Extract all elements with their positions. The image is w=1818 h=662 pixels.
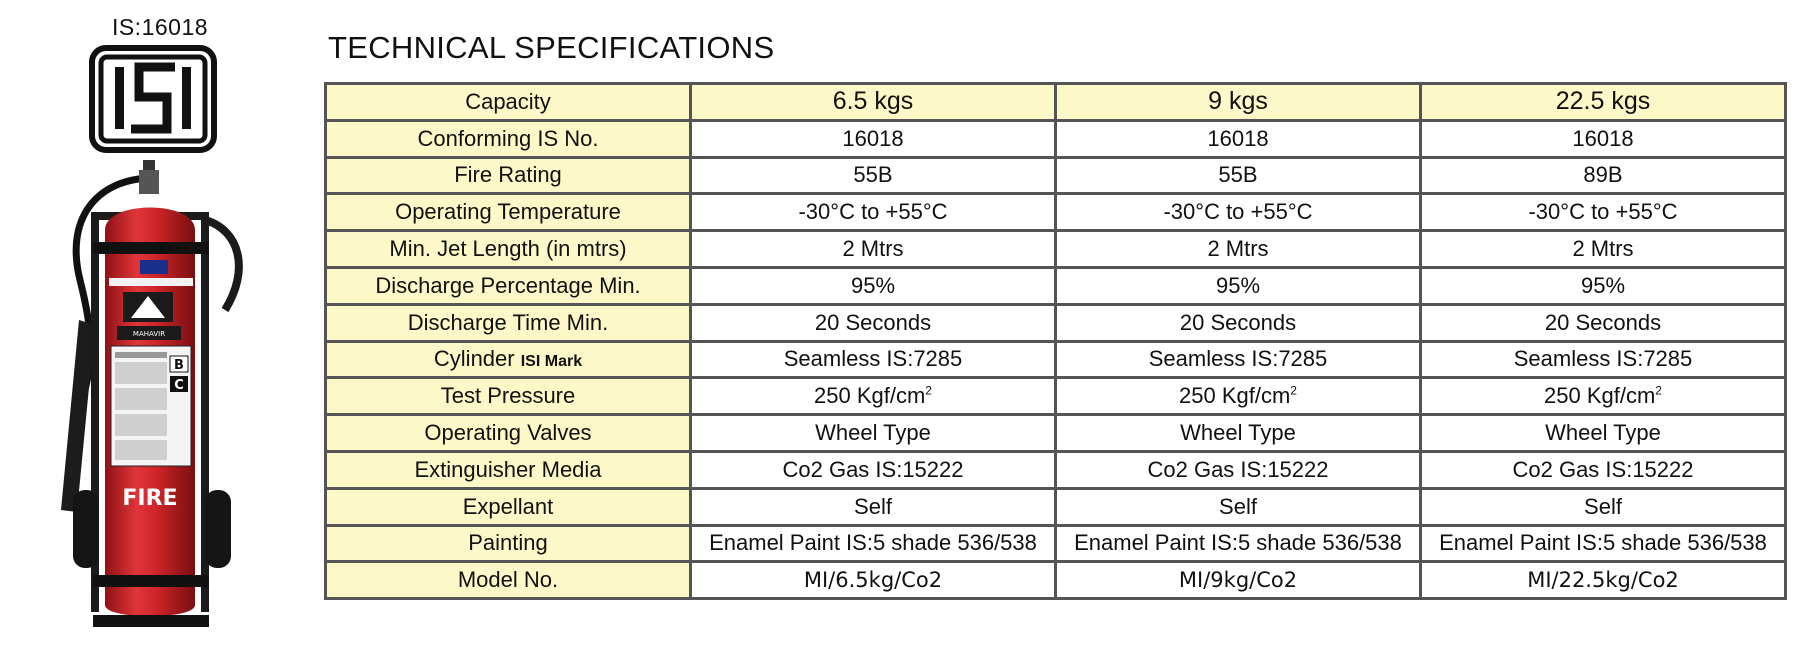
- row-value: 89B: [1421, 157, 1786, 194]
- row-value: 95%: [691, 267, 1056, 304]
- row-value: 16018: [1056, 120, 1421, 157]
- page-title: TECHNICAL SPECIFICATIONS: [328, 30, 775, 65]
- row-value: Wheel Type: [1056, 415, 1421, 452]
- class-c-label: C: [174, 378, 184, 393]
- row-label: Test Pressure: [326, 378, 691, 415]
- table-row: [326, 194, 1786, 231]
- standard-code: IS:16018: [111, 14, 209, 40]
- row-label: Model No.: [326, 562, 691, 599]
- table-row: [326, 341, 1786, 378]
- row-value: Seamless IS:7285: [691, 341, 1056, 378]
- row-label: Capacity: [326, 84, 691, 121]
- table-row: [326, 120, 1786, 157]
- capacity-6-5: 6.5 kgs: [691, 84, 1056, 121]
- fire-label: FIRE: [122, 486, 178, 511]
- row-value: Co2 Gas IS:15222: [691, 451, 1056, 488]
- row-value: -30°C to +55°C: [1421, 194, 1786, 231]
- row-value: 2 Mtrs: [1421, 231, 1786, 268]
- row-label: Operating Valves: [326, 415, 691, 452]
- row-label: Operating Temperature: [326, 194, 691, 231]
- row-value: 55B: [691, 157, 1056, 194]
- class-b-label: B: [174, 358, 184, 373]
- table-row: [326, 267, 1786, 304]
- row-label: Painting: [326, 525, 691, 562]
- row-value: Co2 Gas IS:15222: [1421, 451, 1786, 488]
- row-value: Enamel Paint IS:5 shade 536/538: [1056, 525, 1421, 562]
- row-value: Wheel Type: [691, 415, 1056, 452]
- table-row: [326, 562, 1786, 599]
- row-value: 16018: [1421, 120, 1786, 157]
- row-value: Enamel Paint IS:5 shade 536/538: [691, 525, 1056, 562]
- table-row: [326, 415, 1786, 452]
- row-value: Seamless IS:7285: [1421, 341, 1786, 378]
- unit-superscript: 2: [925, 383, 932, 398]
- row-label: Min. Jet Length (in mtrs): [326, 231, 691, 268]
- row-value: MI/9kg/Co2: [1056, 562, 1421, 599]
- row-value: Enamel Paint IS:5 shade 536/538: [1421, 525, 1786, 562]
- row-value: Seamless IS:7285: [1056, 341, 1421, 378]
- row-value: 95%: [1056, 267, 1421, 304]
- row-label: Cylinder ISI Mark: [326, 341, 691, 378]
- row-value: -30°C to +55°C: [691, 194, 1056, 231]
- row-value: 20 Seconds: [691, 304, 1056, 341]
- capacity-22-5: 22.5 kgs: [1421, 84, 1786, 121]
- table-row: [326, 157, 1786, 194]
- row-value: 55B: [1056, 157, 1421, 194]
- unit-superscript: 2: [1655, 383, 1662, 398]
- row-value: 250 Kgf/$cm^2$: [1056, 378, 1421, 415]
- row-value: Self: [691, 488, 1056, 525]
- row-value: Self: [1421, 488, 1786, 525]
- row-value: 16018: [691, 120, 1056, 157]
- row-label: Discharge Time Min.: [326, 304, 691, 341]
- table-row: [326, 231, 1786, 268]
- row-label: Discharge Percentage Min.: [326, 267, 691, 304]
- spec-table: [324, 82, 1787, 600]
- row-value: Self: [1056, 488, 1421, 525]
- row-value: 250 Kgf/$cm^2$: [1421, 378, 1786, 415]
- brand-label: MAHAVIR: [132, 330, 166, 338]
- capacity-9: 9 kgs: [1056, 84, 1421, 121]
- unit-superscript: 2: [1290, 383, 1297, 398]
- row-value: MI/6.5kg/Co2: [691, 562, 1056, 599]
- table-row: [326, 451, 1786, 488]
- row-value: Wheel Type: [1421, 415, 1786, 452]
- isi-mark-text: ISI Mark: [520, 353, 583, 371]
- row-value: 250 Kgf/$cm^2$: [691, 378, 1056, 415]
- row-value: 20 Seconds: [1421, 304, 1786, 341]
- row-value: 2 Mtrs: [1056, 231, 1421, 268]
- row-value: Co2 Gas IS:15222: [1056, 451, 1421, 488]
- table-header-row: [326, 84, 1786, 121]
- table-row: [326, 525, 1786, 562]
- co2-extinguisher-image: [55, 160, 245, 640]
- row-label: Extinguisher Media: [326, 451, 691, 488]
- row-value: 2 Mtrs: [691, 231, 1056, 268]
- row-value: 20 Seconds: [1056, 304, 1421, 341]
- row-value: MI/22.5kg/Co2: [1421, 562, 1786, 599]
- row-label: Conforming IS No.: [326, 120, 691, 157]
- row-label: Expellant: [326, 488, 691, 525]
- table-row: [326, 304, 1786, 341]
- isi-mark-logo: [89, 45, 217, 153]
- row-value: -30°C to +55°C: [1056, 194, 1421, 231]
- row-label: Fire Rating: [326, 157, 691, 194]
- table-row: [326, 378, 1786, 415]
- table-row: [326, 488, 1786, 525]
- row-value: 95%: [1421, 267, 1786, 304]
